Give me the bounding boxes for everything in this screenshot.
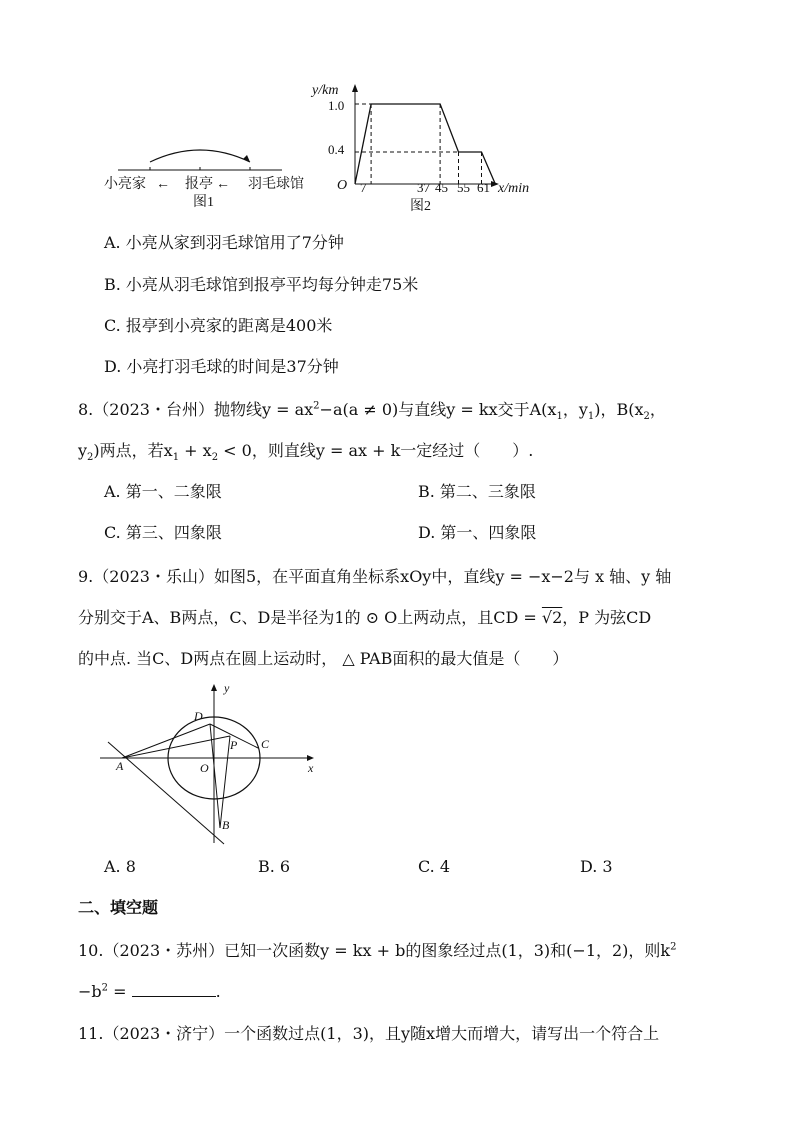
trip-arc <box>150 150 250 162</box>
label-a: A <box>116 759 124 773</box>
section-title-fill-in: 二、填空题 <box>78 898 159 917</box>
x-tick-7: 7 <box>360 180 367 195</box>
label-d: D <box>194 709 203 723</box>
label-b: B <box>222 818 230 832</box>
q8-option-d: D. 第一、四象限 <box>418 523 537 542</box>
q11-stem-line-1: 11.（2023・济宁）一个函数过点(1，3)，且y随x增大而增大，请写出一个符合上 <box>78 1024 660 1043</box>
q9-stem-line-3: 的中点. 当C、D两点在圆上运动时， △ PAB面积的最大值是（ ） <box>78 649 569 668</box>
q7-option-c: C. 报亭到小亮家的距离是400米 <box>104 316 333 335</box>
label-x: x <box>308 761 314 775</box>
segment-d-b <box>210 724 220 828</box>
q7-option-d: D. 小亮打羽毛球的时间是37分钟 <box>104 357 339 376</box>
label-court: 羽毛球馆 <box>248 177 304 192</box>
label-home: 小亮家 <box>104 177 146 192</box>
figure-2-caption: 图2 <box>410 199 431 214</box>
q8-option-a: A. 第一、二象限 <box>104 482 222 501</box>
sqrt-two: √2 <box>541 608 563 627</box>
q9-option-d: D. 3 <box>580 857 613 876</box>
answer-blank <box>132 982 216 997</box>
origin-label: O <box>337 178 348 193</box>
dashed-guides <box>355 104 482 184</box>
figure-1-caption: 图1 <box>193 195 214 210</box>
y-tick-1-0: 1.0 <box>328 98 345 113</box>
x-tick-37: 37 <box>417 180 430 195</box>
q10-stem-line-1: 10.（2023・苏州）已知一次函数y = kx + b的图象经过点(1，3)和(−1，2)，则$k^2$ <box>78 941 677 960</box>
label-c: C <box>261 737 270 751</box>
arrow-2: ← <box>216 177 230 192</box>
label-p: P <box>230 738 238 752</box>
x-tick-55: 55 <box>457 180 470 195</box>
q9-stem-line-2: 分别交于A、B两点，C、D是半径为1的 ⊙ O上两动点，且CD = √2，P 为弦CD <box>78 608 652 627</box>
figure-2-distance-time-graph <box>300 80 550 220</box>
distance-curve <box>355 104 495 184</box>
q9-option-c: C. 4 <box>418 857 451 876</box>
q8-option-b: B. 第二、三象限 <box>418 482 536 501</box>
label-kiosk: 报亭 <box>185 177 213 192</box>
y-axis-label: y/km <box>312 83 339 98</box>
arrow-1: ← <box>156 177 170 192</box>
y-tick-0-4: 0.4 <box>328 142 345 157</box>
y-axis-arrowhead <box>352 84 358 92</box>
q8-option-c: C. 第三、四象限 <box>104 523 222 542</box>
label-y: y <box>224 681 230 695</box>
q9-stem-line-1: 9.（2023・乐山）如图5，在平面直角坐标系xOy中，直线y = −x−2与 x 轴、y 轴 <box>78 567 672 586</box>
q9-option-a: A. 8 <box>104 857 136 876</box>
x-tick-45: 45 <box>435 180 448 195</box>
label-o: O <box>200 761 209 775</box>
q7-option-a: A. 小亮从家到羽毛球馆用了7分钟 <box>104 233 344 252</box>
x-tick-61: 61 <box>477 180 490 195</box>
x-axis-label: x/min <box>498 181 530 196</box>
q9-figure-circle-and-lines <box>98 678 320 846</box>
q8-stem-line-1: 8.（2023・台州）抛物线$y = ax^2-a(a \ne 0)$与直线y = kx交于$A(x_1$，$y_1$)，$B(x_2$， <box>78 400 666 423</box>
q7-option-b: B. 小亮从羽毛球馆到报亭平均每分钟走75米 <box>104 275 419 294</box>
segment-a-d <box>122 724 210 758</box>
segment-p-b <box>220 736 230 828</box>
q9-option-b: B. 6 <box>258 857 291 876</box>
q10-stem-line-2: $-b^2$ = . <box>78 982 221 1001</box>
q8-stem-line-2: $y_2$)两点，若$x_1 + x_2 < 0$，则直线y = ax + k一定经过（ ）. <box>78 441 534 464</box>
y-axis-arrowhead <box>211 684 217 691</box>
